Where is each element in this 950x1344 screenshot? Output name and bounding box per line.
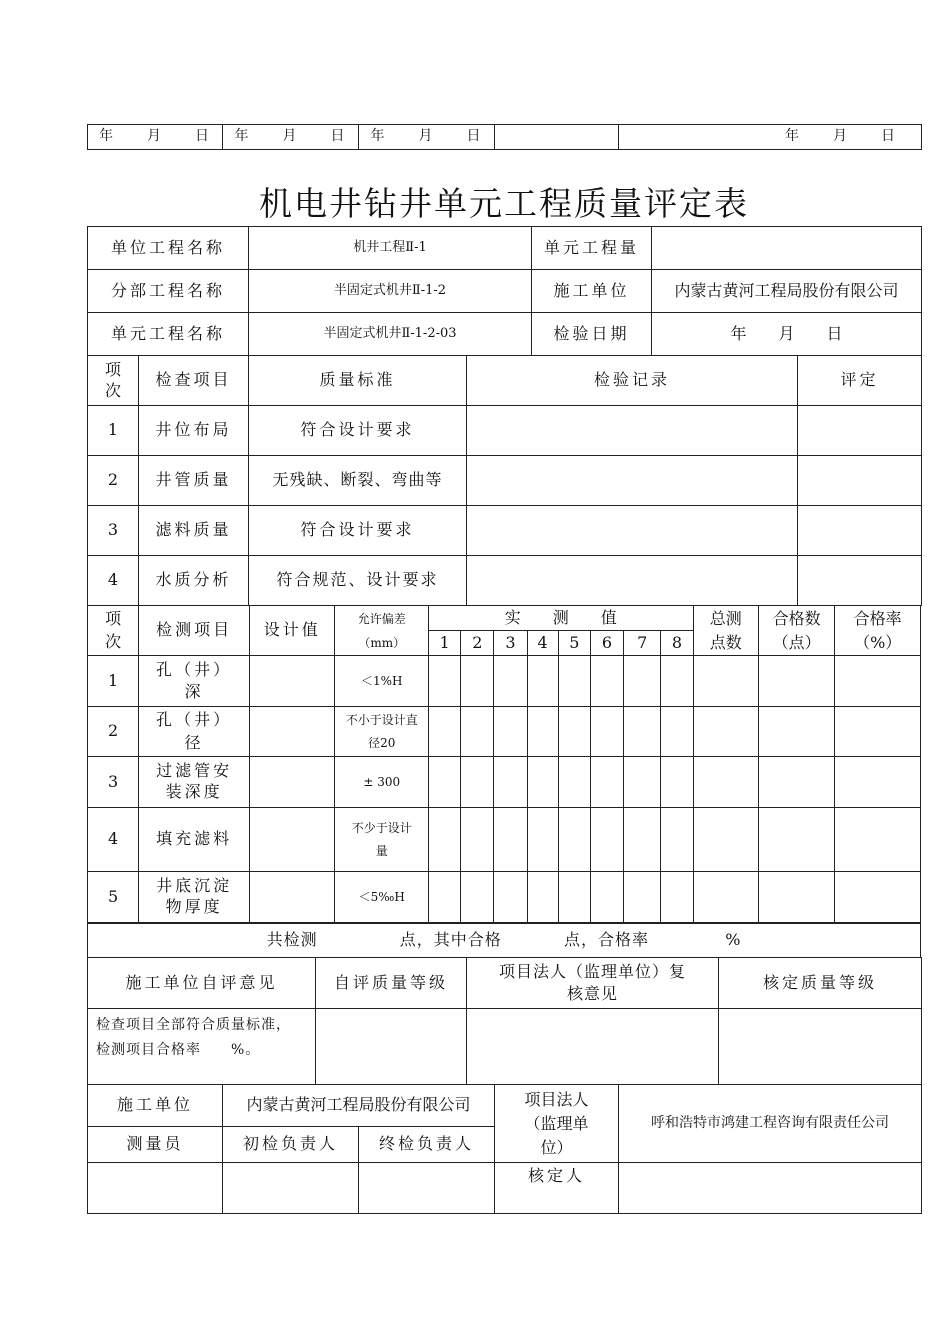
measure-row-tolerance: 不少于设计量 (335, 808, 429, 872)
summary-percent: % (725, 930, 742, 950)
unit-project-value[interactable]: 机井工程Ⅱ-1 (249, 227, 532, 270)
check-header-no: 项次 (88, 356, 139, 406)
unit-quantity-value[interactable] (652, 227, 922, 270)
check-row-item: 井管质量 (139, 456, 249, 506)
measure-cell[interactable] (429, 757, 461, 808)
inspection-date-value[interactable]: 年 月 日 (652, 313, 922, 356)
check-row-no: 4 (88, 556, 139, 606)
measure-col-3: 3 (494, 631, 527, 656)
info-table (87, 226, 922, 356)
measure-header-design: 设计值 (249, 606, 335, 656)
measure-row-tolerance: ± 300 (335, 757, 429, 808)
review-label: 项目法人（监理单位）复核意见 (467, 958, 719, 1009)
measure-cell[interactable] (624, 707, 661, 757)
measure-header-pass-count: 合格数（点） (758, 606, 834, 656)
tolerance-unit: （mm） (358, 635, 406, 650)
summary-table (87, 923, 921, 958)
measure-cell[interactable] (494, 872, 527, 923)
measure-cell[interactable] (590, 808, 623, 872)
measure-cell[interactable] (661, 656, 693, 707)
tolerance-title: 允许偏差 (357, 611, 406, 626)
check-row-rating[interactable] (798, 456, 922, 506)
measure-cell[interactable] (527, 707, 558, 757)
measure-row-design[interactable] (249, 656, 335, 707)
measure-table (87, 605, 921, 923)
measure-row-no: 1 (88, 656, 139, 707)
summary-rate-label: 点，合格率 (564, 930, 650, 950)
measure-cell[interactable] (661, 808, 693, 872)
check-table (87, 355, 922, 606)
measure-row-tolerance: ＜5‰H (335, 872, 429, 923)
self-opinion-label: 施工单位自评意见 (88, 958, 316, 1009)
final-inspector-signature[interactable] (359, 1163, 495, 1214)
footer-construction-value[interactable]: 内蒙古黄河工程局股份有限公司 (223, 1085, 495, 1127)
signature-table (87, 1084, 922, 1214)
page-title: 机电井钻井单元工程质量评定表 (259, 184, 749, 223)
check-header-item: 检查项目 (139, 356, 249, 406)
check-row-record[interactable] (467, 506, 798, 556)
measure-total-cell[interactable] (693, 707, 758, 757)
self-grade-label: 自评质量等级 (316, 958, 467, 1009)
measure-cell[interactable] (558, 656, 590, 707)
measure-cell[interactable] (624, 872, 661, 923)
measure-header-tolerance (335, 606, 429, 656)
measure-row-item: 过滤管安装深度 (139, 757, 250, 808)
approver-signature[interactable] (619, 1163, 922, 1214)
footer-construction-label: 施工单位 (88, 1085, 223, 1127)
measure-cell[interactable] (590, 707, 623, 757)
measure-col-7: 7 (624, 631, 661, 656)
measure-pass-count-cell[interactable] (758, 808, 834, 872)
measure-cell[interactable] (661, 872, 693, 923)
date-cell-4 (495, 125, 619, 150)
surveyor-signature[interactable] (88, 1163, 223, 1214)
check-row-record[interactable] (467, 406, 798, 456)
measure-cell[interactable] (624, 808, 661, 872)
unit-project-label: 单位工程名称 (88, 227, 249, 270)
measure-cell[interactable] (558, 872, 590, 923)
check-row-item: 井位布局 (139, 406, 249, 456)
measure-row-design[interactable] (249, 808, 335, 872)
measure-cell[interactable] (527, 808, 558, 872)
measure-col-4: 4 (527, 631, 558, 656)
measure-header-pass-rate: 合格率（%） (835, 606, 921, 656)
approver-label: 核定人 (495, 1163, 619, 1214)
measure-total-cell[interactable] (693, 808, 758, 872)
measure-cell[interactable] (494, 656, 527, 707)
sub-project-value[interactable]: 半固定式机井Ⅱ-1-2 (249, 270, 532, 313)
measure-cell[interactable] (661, 757, 693, 808)
measure-cell[interactable] (624, 757, 661, 808)
measure-header-item: 检测项目 (139, 606, 250, 656)
measure-cell[interactable] (661, 707, 693, 757)
date-cell-3: 年 月 日 (359, 125, 495, 150)
measure-pass-rate-cell[interactable] (835, 707, 921, 757)
check-row-record[interactable] (467, 556, 798, 606)
measure-cell[interactable] (429, 808, 461, 872)
measure-pass-rate-cell[interactable] (835, 656, 921, 707)
measure-cell[interactable] (558, 757, 590, 808)
measure-row-no: 5 (88, 872, 139, 923)
element-project-label: 单元工程名称 (88, 313, 249, 356)
check-header-rating: 评定 (798, 356, 922, 406)
check-header-record: 检验记录 (467, 356, 798, 406)
check-row-record[interactable] (467, 456, 798, 506)
measure-pass-rate-cell[interactable] (835, 808, 921, 872)
measure-header-no: 项次 (88, 606, 139, 656)
top-date-table (87, 124, 922, 150)
measure-row-no: 4 (88, 808, 139, 872)
measure-col-1: 1 (429, 631, 461, 656)
measure-cell[interactable] (461, 656, 494, 707)
measure-cell[interactable] (527, 757, 558, 808)
summary-row (88, 924, 921, 958)
date-cell-2: 年 月 日 (223, 125, 359, 150)
date-cell-1: 年 月 日 (88, 125, 223, 150)
measure-row-tolerance: ＜1%H (335, 656, 429, 707)
summary-total-label: 共检测 (266, 930, 318, 950)
self-grade-value[interactable] (316, 1009, 467, 1085)
measure-cell[interactable] (461, 707, 494, 757)
measure-total-cell[interactable] (693, 757, 758, 808)
measure-col-8: 8 (661, 631, 693, 656)
initial-inspector-label: 初检负责人 (223, 1127, 359, 1163)
check-row-standard: 符合设计要求 (249, 506, 467, 556)
check-row-standard: 符合规范、设计要求 (249, 556, 467, 606)
measure-cell[interactable] (429, 872, 461, 923)
measure-pass-rate-cell[interactable] (835, 872, 921, 923)
evaluation-table (87, 957, 922, 1085)
measure-cell[interactable] (558, 707, 590, 757)
measure-header-measured: 实 测 值 (429, 606, 694, 631)
measure-row-tolerance: 不小于设计直径20 (335, 707, 429, 757)
check-row-rating[interactable] (798, 506, 922, 556)
measure-cell[interactable] (429, 707, 461, 757)
measure-cell[interactable] (624, 656, 661, 707)
check-row-no: 3 (88, 506, 139, 556)
measure-cell[interactable] (527, 872, 558, 923)
unit-quantity-label: 单元工程量 (532, 227, 652, 270)
measure-row-item: 孔（井）深 (139, 656, 250, 707)
initial-inspector-signature[interactable] (223, 1163, 359, 1214)
measure-pass-count-cell[interactable] (758, 872, 834, 923)
measure-total-cell[interactable] (693, 872, 758, 923)
measure-row-item: 孔（井）径 (139, 707, 250, 757)
measure-cell[interactable] (590, 656, 623, 707)
self-opinion-text[interactable]: 检查项目全部符合质量标准，检测项目合格率 %。 (88, 1009, 316, 1085)
check-row-item: 水质分析 (139, 556, 249, 606)
measure-cell[interactable] (494, 707, 527, 757)
check-row-no: 2 (88, 456, 139, 506)
measure-row-design[interactable] (249, 757, 335, 808)
measure-pass-count-cell[interactable] (758, 656, 834, 707)
measure-cell[interactable] (461, 872, 494, 923)
measure-pass-count-cell[interactable] (758, 707, 834, 757)
surveyor-label: 测量员 (88, 1127, 223, 1163)
measure-cell[interactable] (494, 808, 527, 872)
measure-row-item: 井底沉淀物厚度 (139, 872, 250, 923)
measure-pass-rate-cell[interactable] (835, 757, 921, 808)
element-project-value[interactable]: 半固定式机井Ⅱ-1-2-03 (249, 313, 532, 356)
check-row-rating[interactable] (798, 406, 922, 456)
sub-project-label: 分部工程名称 (88, 270, 249, 313)
check-row-standard: 无残缺、断裂、弯曲等 (249, 456, 467, 506)
measure-pass-count-cell[interactable] (758, 757, 834, 808)
measure-total-cell[interactable] (693, 656, 758, 707)
footer-owner-label: 项目法人（监理单位） (495, 1085, 619, 1163)
measure-row-no: 3 (88, 757, 139, 808)
measure-cell[interactable] (590, 872, 623, 923)
check-row-rating[interactable] (798, 556, 922, 606)
footer-supervisor-value[interactable]: 呼和浩特市鸿建工程咨询有限责任公司 (619, 1085, 922, 1163)
check-header-standard: 质量标准 (249, 356, 467, 406)
measure-header-total: 总测点数 (693, 606, 758, 656)
measure-col-5: 5 (558, 631, 590, 656)
measure-row-design[interactable] (249, 872, 335, 923)
measure-col-2: 2 (461, 631, 494, 656)
final-grade-value[interactable] (719, 1009, 922, 1085)
measure-cell[interactable] (461, 757, 494, 808)
construction-unit-value[interactable]: 内蒙古黄河工程局股份有限公司 (652, 270, 922, 313)
measure-row-no: 2 (88, 707, 139, 757)
check-row-no: 1 (88, 406, 139, 456)
measure-cell[interactable] (494, 757, 527, 808)
measure-cell[interactable] (461, 808, 494, 872)
measure-col-6: 6 (590, 631, 623, 656)
final-grade-label: 核定质量等级 (719, 958, 922, 1009)
final-inspector-label: 终检负责人 (359, 1127, 495, 1163)
measure-cell[interactable] (590, 757, 623, 808)
check-row-standard: 符合设计要求 (249, 406, 467, 456)
inspection-date-label: 检验日期 (532, 313, 652, 356)
check-row-item: 滤料质量 (139, 506, 249, 556)
date-cell-5: 年 月 日 (619, 125, 922, 150)
measure-cell[interactable] (429, 656, 461, 707)
review-opinion-value[interactable] (467, 1009, 719, 1085)
measure-row-item: 填充滤料 (139, 808, 250, 872)
measure-row-design[interactable] (249, 707, 335, 757)
measure-cell[interactable] (558, 808, 590, 872)
measure-cell[interactable] (527, 656, 558, 707)
construction-unit-label: 施工单位 (532, 270, 652, 313)
summary-pass-label: 点，其中合格 (399, 930, 502, 950)
